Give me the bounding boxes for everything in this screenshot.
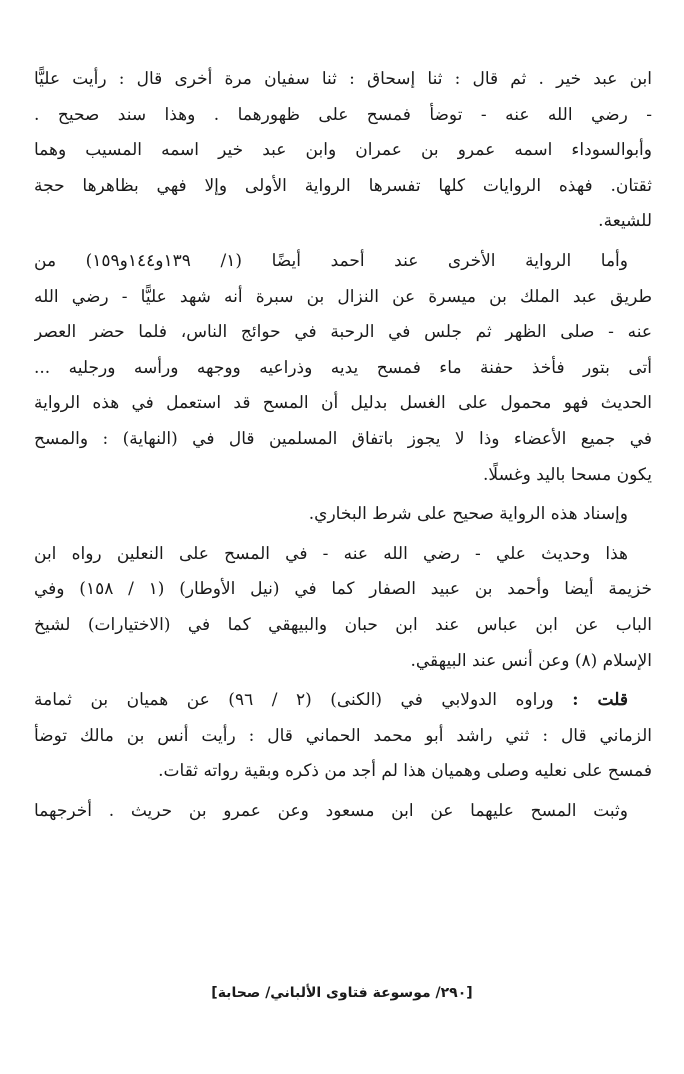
page-footer: [٢٩٠/ موسوعة فتاوى الألباني/ صحابة] (211, 985, 473, 1001)
text-line: للشيعة. (598, 211, 652, 232)
text-line: ثقتان. فهذه الروايات كلها تفسرها الرواية الأولى وإلا فهي بظاهرها حجة (34, 175, 652, 196)
text-line: ابن عبد خير . ثم قال : ثنا إسحاق : ثنا سفيان مرة أخرى قال : رأيت عليًّا (34, 69, 652, 89)
text-line: - رضي الله عنه - توضأ فمسح على ظهورهما . وهذا سند صحيح . (34, 104, 652, 125)
text-line: وإسناد هذه الرواية صحيح على شرط البخاري. (308, 504, 628, 525)
text-line (34, 683, 652, 719)
text-line: طريق عبد الملك بن ميسرة عن النزال بن سبرة أنه شهد عليًّا - رضي الله (34, 286, 652, 307)
lead-word: قلت : (572, 690, 628, 711)
text-line: فمسح على نعليه وصلى وهميان هذا لم أجد من ذكره وبقية رواته ثقات. (158, 761, 652, 782)
text-line: وأبوالسوداء اسمه عمرو بن عمران وابن عبد خير اسمه المسيب وهما (34, 140, 652, 161)
text-line: الإسلام (٨) وعن أنس عند البيهقي. (410, 650, 652, 671)
text-line: خزيمة أيضا وأحمد بن عبيد الصفار كما في (نيل الأوطار) (١ / ١٥٨) وفي (34, 579, 652, 600)
text-line: الزماني قال : ثني راشد أبو محمد الحماني قال : رأيت أنس بن مالك توضأ (34, 725, 652, 746)
text-line: يكون مسحا باليد وغسلًا. (483, 464, 652, 485)
text-line: الحديث فهو محمول على الغسل بدليل أن المسح قد استعمل في هذه الرواية (34, 393, 652, 414)
text-line: عنه - صلى الظهر ثم جلس في الرحبة في حوائج الناس، فلما حضر العصر (34, 322, 652, 343)
text-line: في جميع الأعضاء وذا لا يجوز باتفاق المسلمين قال في (النهاية) : والمسح (34, 428, 652, 449)
text-line-content: وراوه الدولابي في (الكنى) (٢ / ٩٦) عن هميان بن ثمامة (34, 690, 554, 711)
text-line: وأما الرواية الأخرى عند أحمد أيضًا (١/ ١٣٩و١٤٤و١٥٩) من (34, 250, 628, 271)
text-line: أتى بتور فأخذ حفنة ماء فمسح يديه وذراعيه ووجهه ورأسه ورجليه ... (34, 357, 652, 378)
text-line: وثبت المسح عليهما عن ابن مسعود وعن عمرو بن حريث . أخرجهما (34, 800, 628, 821)
text-line: هذا وحديث علي - رضي الله عنه - في المسح على النعلين رواه ابن (34, 543, 628, 564)
page-body (34, 62, 652, 829)
text-line: الباب عن ابن عباس عند ابن حبان والبيهقي كما في (الاختيارات) لشيخ (34, 614, 652, 635)
